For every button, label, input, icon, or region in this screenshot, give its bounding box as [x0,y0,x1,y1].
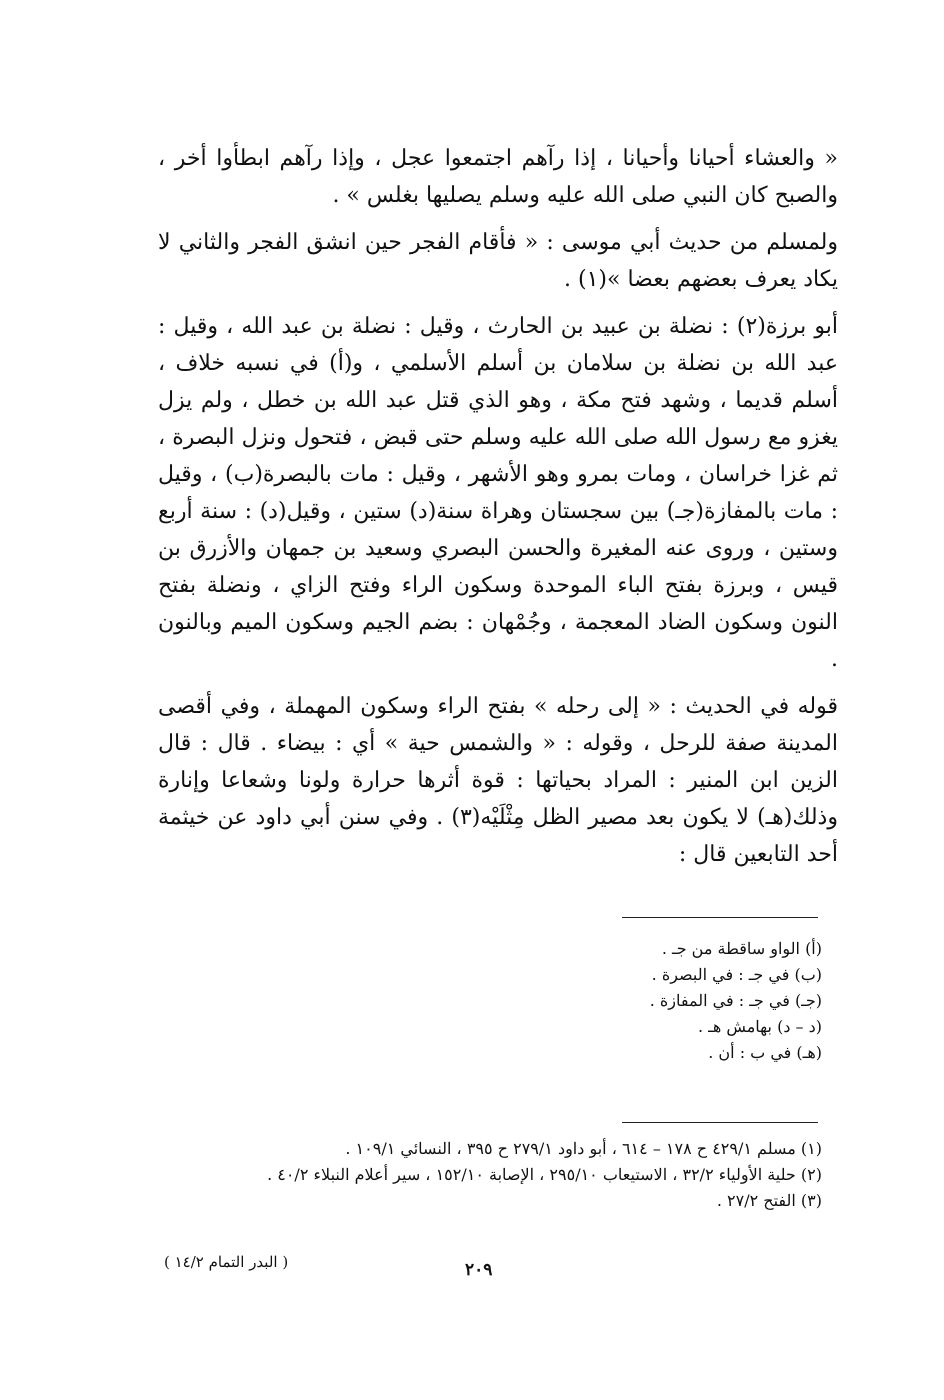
footnote: (جـ) في جـ : في المفازة . [649,991,822,1010]
footnote: (٢) حلية الأولياء ٣٢/٢ ، الاستيعاب ٢٩٥/١٠ ، الإصابة ١٥٢/١٠ ، سير أعلام النبلاء ٤٠/٢ . [267,1165,822,1184]
footnote: (ب) في جـ : في البصرة . [651,965,822,984]
paragraph: أبو برزة(٢) : نضلة بن عبيد بن الحارث ، وقيل : نضلة بن عبد الله ، وقيل : عبد الله بن نضلة بن سلامان بن أسلم الأسلمي ، و(أ) في نسبه خلاف ، أسلم قديما ، وشهد فتح مكة ، وهو الذي قتل عبد الله بن خطل ، ولم يزل يغزو مع رسول الله صلى الله عليه وسلم حتى قبض ، فتحول ونزل البصرة ، ثم غزا خراسان ، ومات بمرو وهو الأشهر ، وقيل : مات بالبصرة(ب) ، وقيل : مات بالمفازة(جـ) بين سجستان وهراة سنة(د) ستين ، وقيل(د) : سنة أربع وستين ، وروى عنه المغيرة والحسن البصري وسعيد بن جمهان والأزرق بن قيس ، وبرزة بفتح الباء الموحدة وسكون الراء وفتح الزاي ، ونضلة بفتح النون وسكون الضاد المعجمة ، وجُمْهان : بضم الجيم وسكون الميم وبالنون . [158,314,839,672]
paragraph: قوله في الحديث : « إلى رحله » بفتح الراء وسكون المهملة ، وفي أقصى المدينة صفة للرحل ، وقوله : « والشمس حية » أي : بيضاء . قال : قال الزين ابن المنير : المراد بحياتها : قوة أثرها حرارة ولونا وشعاعا وإنارة وذلك(هـ) لا يكون بعد مصير الظل مِثْلَيْه(٣) . وفي سنن أبي داود عن خيثمة أحد التابعين قال : [158,694,838,867]
paragraph: ولمسلم من حديث أبي موسى : « فأقام الفجر حين انشق الفجر والثاني لا يكاد يعرف بعضهم بعضا »(١) . [158,230,838,292]
main-text [158,140,838,883]
footnote: (أ) الواو ساقطة من جـ . [661,939,822,958]
book-reference: ( البدر التمام ١٤/٢ ) [164,1253,289,1271]
reference-notes [142,1136,822,1214]
footnote-divider [622,1122,818,1123]
footnote: (٣) الفتح ٢٧/٢ . [716,1191,822,1210]
page-number: ٢٠٩ [465,1260,493,1280]
paragraph: « والعشاء أحيانا وأحيانا ، إذا رآهم اجتمعوا عجل ، وإذا رآهم ابطأوا أخر ، والصبح كان النبي صلى الله عليه وسلم يصليها بغلس » . [158,146,838,208]
footnote: (١) مسلم ٤٢٩/١ ح ١٧٨ – ٦١٤ ، أبو داود ٢٧٩/١ ح ٣٩٥ ، النسائي ١٠٩/١ . [345,1139,822,1158]
footnote: (هـ) في ب : أن . [708,1043,822,1062]
footnote-divider [622,917,818,918]
variant-notes [422,936,822,1066]
footnote: (د – د) بهامش هـ . [697,1017,822,1036]
